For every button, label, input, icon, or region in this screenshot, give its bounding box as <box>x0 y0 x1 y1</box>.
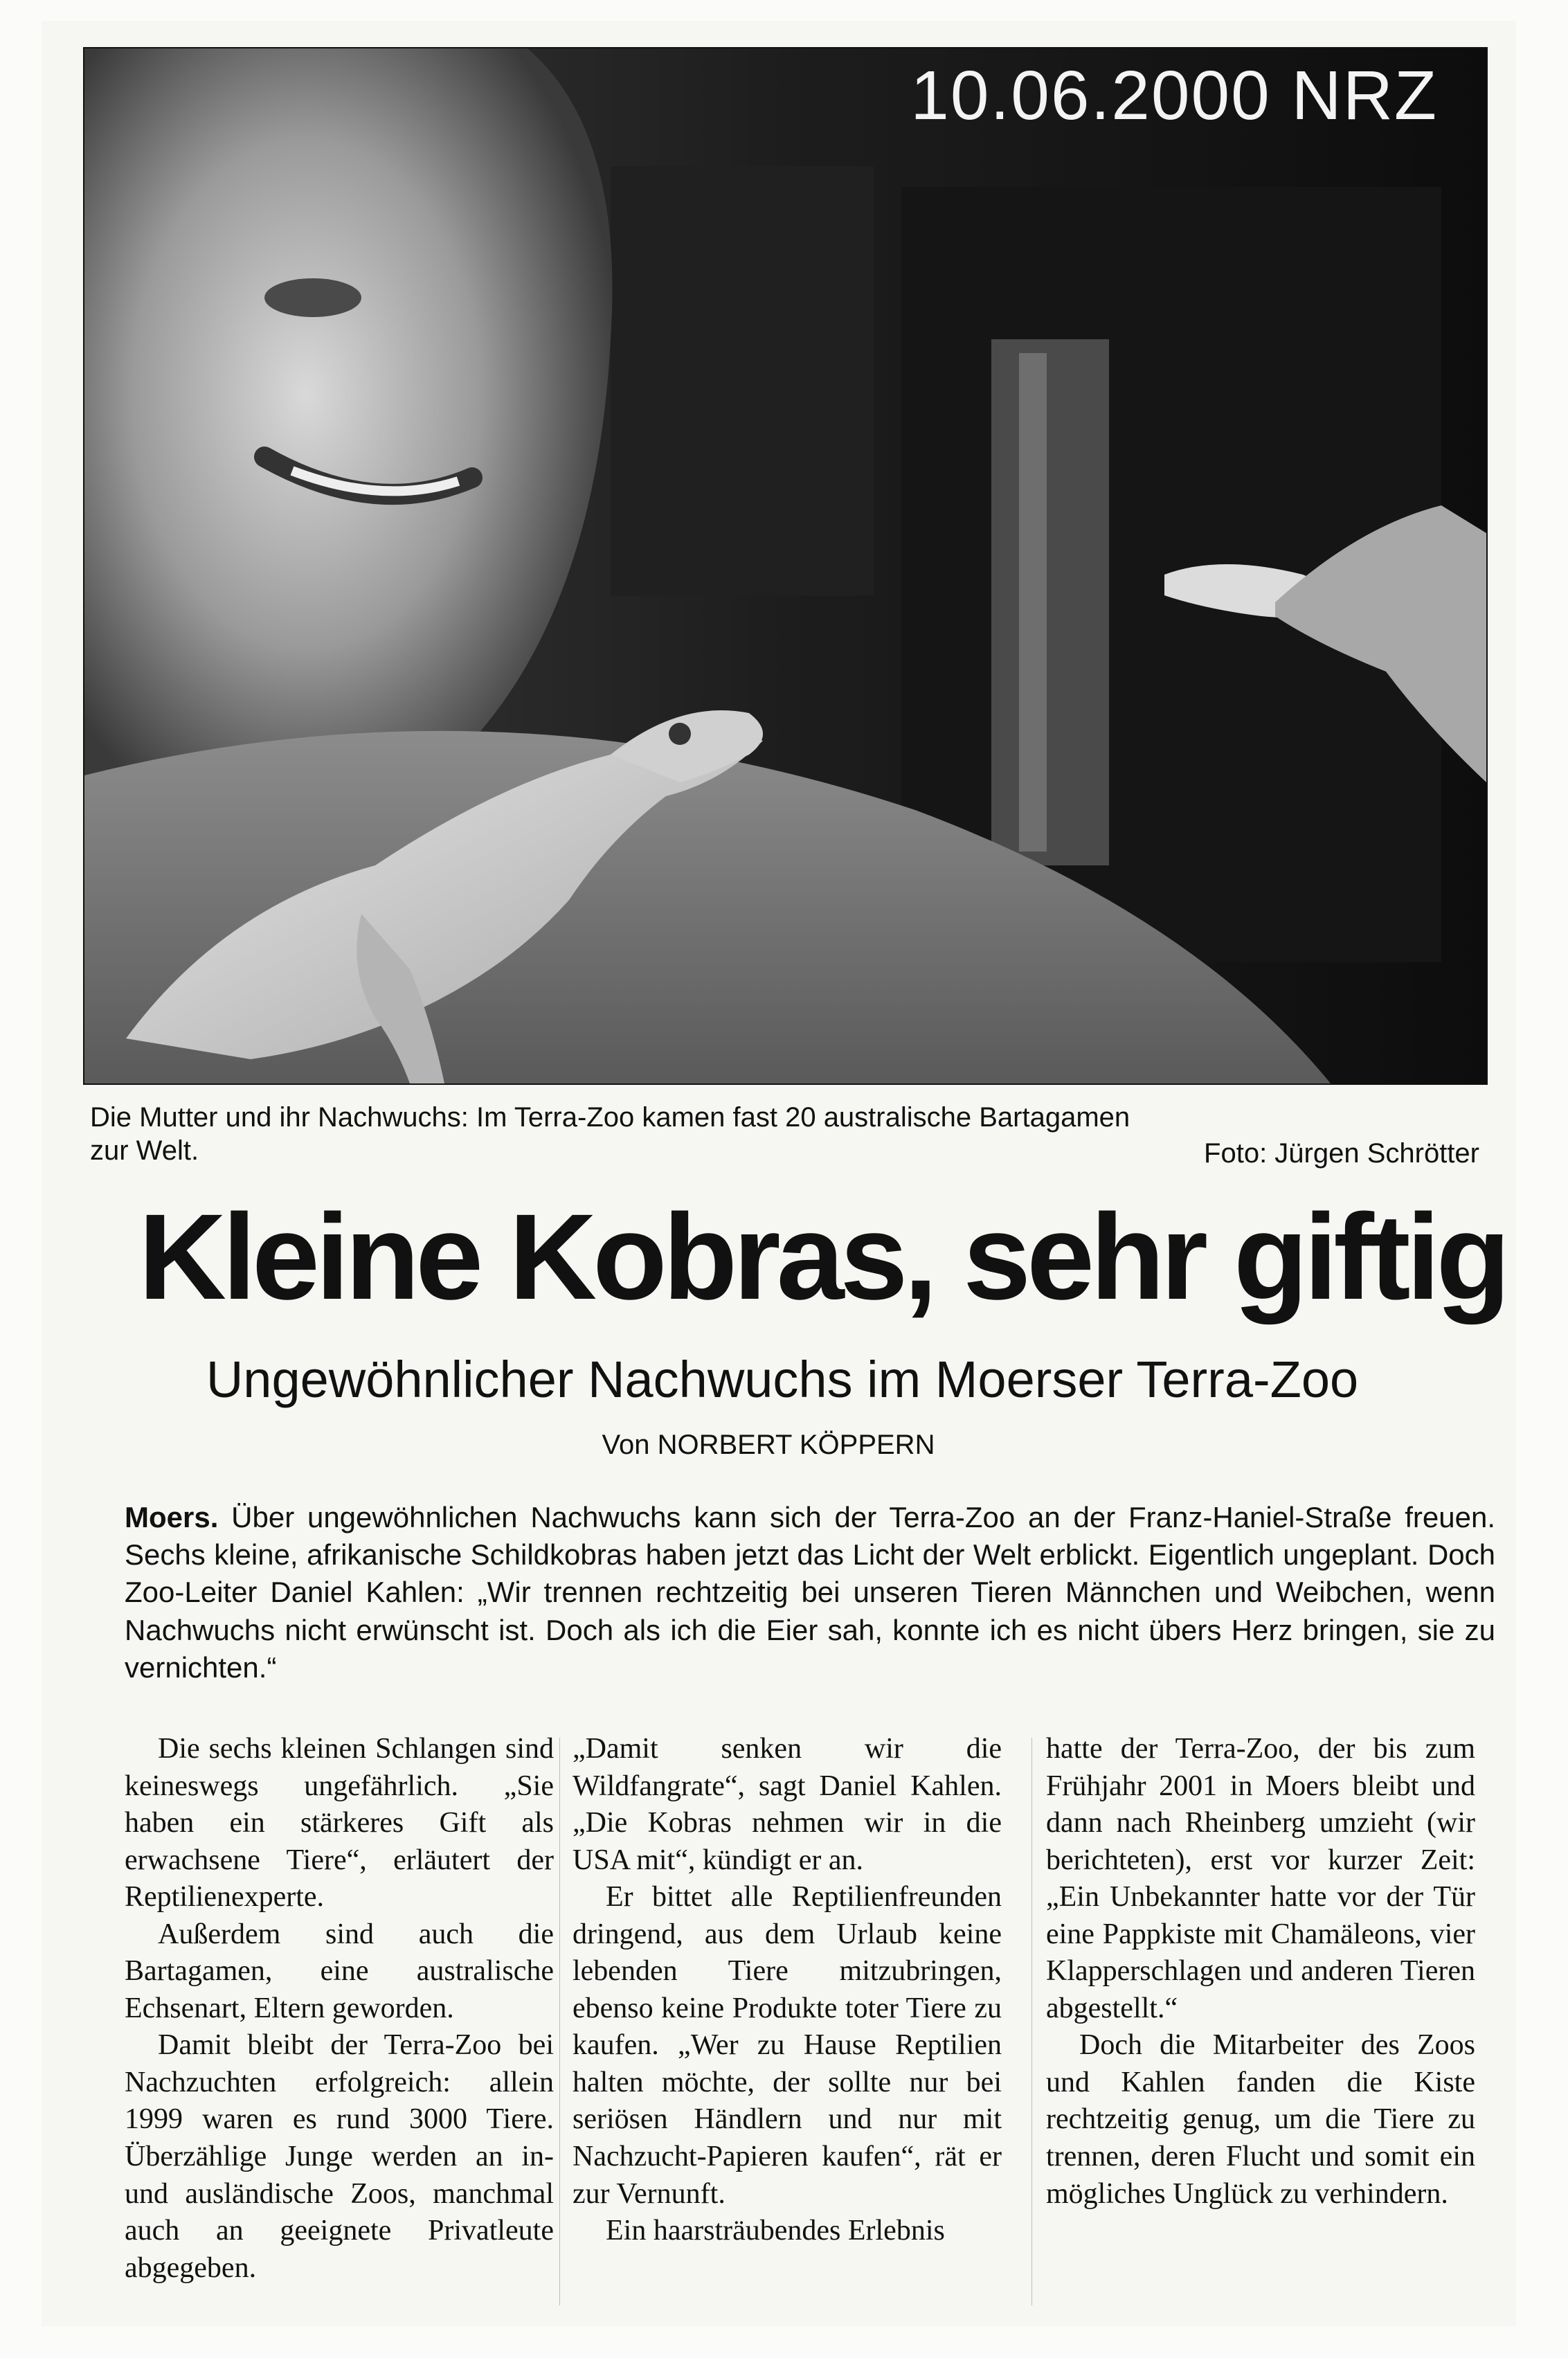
photo-credit: Foto: Jürgen Schrötter <box>1204 1138 1479 1169</box>
lead-text: Über ungewöhnlichen Nachwuchs kann sich der Terra-Zoo an der Franz-Haniel-Straße freuen. Sechs kleine, afrikanische Schildkobras haben jetzt das Licht der Welt erblickt. Eigentlich ungeplant. Doch Zoo-Leiter Daniel Kahlen: „Wir trennen rechtzeitig bei unseren Tieren Männchen und Weibchen, wenn Nachwuchs nicht erwünscht ist. Doch als ich die Eier sah, konnte ich es nicht übers Herz bringen, sie zu vernichten.“ <box>125 1501 1495 1684</box>
article-photo <box>83 47 1488 1085</box>
photo-illustration <box>84 48 1486 1083</box>
paragraph: „Damit senken wir die Wildfangrate“, sagt Daniel Kahlen. „Die Kobras nehmen wir in die USA mit“, kündigt er an. <box>573 1733 1002 1876</box>
paragraph: Damit bleibt der Terra-Zoo bei Nachzuchten erfolgreich: allein 1999 waren es rund 3000 Tiere. Überzählige Junge werden an in- und ausländische Zoos, manchmal auch an geeignete Privatleute abgegeben. <box>125 2029 554 2284</box>
body-column-2 <box>573 1731 1002 2250</box>
byline: Von NORBERT KÖPPERN <box>602 1430 935 1460</box>
date-stamp: 10.06.2000 NRZ <box>910 57 1438 134</box>
paragraph: Ein haarsträubendes Erlebnis <box>606 2215 945 2247</box>
headline: Kleine Kobras, sehr giftig <box>138 1189 1506 1325</box>
paragraph: Die sechs kleinen Schlangen sind keineswegs ungefährlich. „Sie haben ein stärkeres Gift als erwachsene Tiere“, erläutert der Reptilienexperte. <box>125 1733 554 1914</box>
photo-caption: Die Mutter und ihr Nachwuchs: Im Terra-Zoo kamen fast 20 australische Bartagamen zur Welt. <box>90 1102 1130 1166</box>
lead-paragraph <box>125 1499 1495 1686</box>
subheadline: Ungewöhnlicher Nachwuchs im Moerser Terra-Zoo <box>206 1351 1359 1408</box>
paragraph: Er bittet alle Reptilienfreunden dringend, aus dem Urlaub keine lebenden Tiere mitzubringen, ebenso keine Produkte toter Tiere zu kaufen. „Wer zu Hause Reptilien halten möchte, der sollte nur bei seriösen Händlern und nur mit Nachzucht-Papieren kaufen“, rät er zur Vernunft. <box>573 1881 1002 2210</box>
body-column-3 <box>1046 1731 1475 2213</box>
dateline-place: Moers. <box>125 1501 219 1533</box>
paragraph: Doch die Mitarbeiter des Zoos und Kahlen fanden die Kiste rechtzeitig genug, um die Tiere zu trennen, deren Flucht und somit ein mögliches Unglück zu verhindern. <box>1046 2029 1475 2210</box>
column-rule <box>559 1738 560 2305</box>
body-column-1 <box>125 1731 554 2287</box>
column-rule <box>1031 1738 1032 2305</box>
paragraph: hatte der Terra-Zoo, der bis zum Frühjahr 2001 in Moers bleibt und dann nach Rheinberg umzieht (wir berichteten), erst vor kurzer Zeit: „Ein Unbekannter hatte vor der Tür eine Pappkiste mit Chamäleons, vier Klapperschlagen und anderen Tieren abgestellt.“ <box>1046 1733 1475 2024</box>
paragraph: Außerdem sind auch die Bartagamen, eine australische Echsenart, Eltern geworden. <box>125 1918 554 2024</box>
